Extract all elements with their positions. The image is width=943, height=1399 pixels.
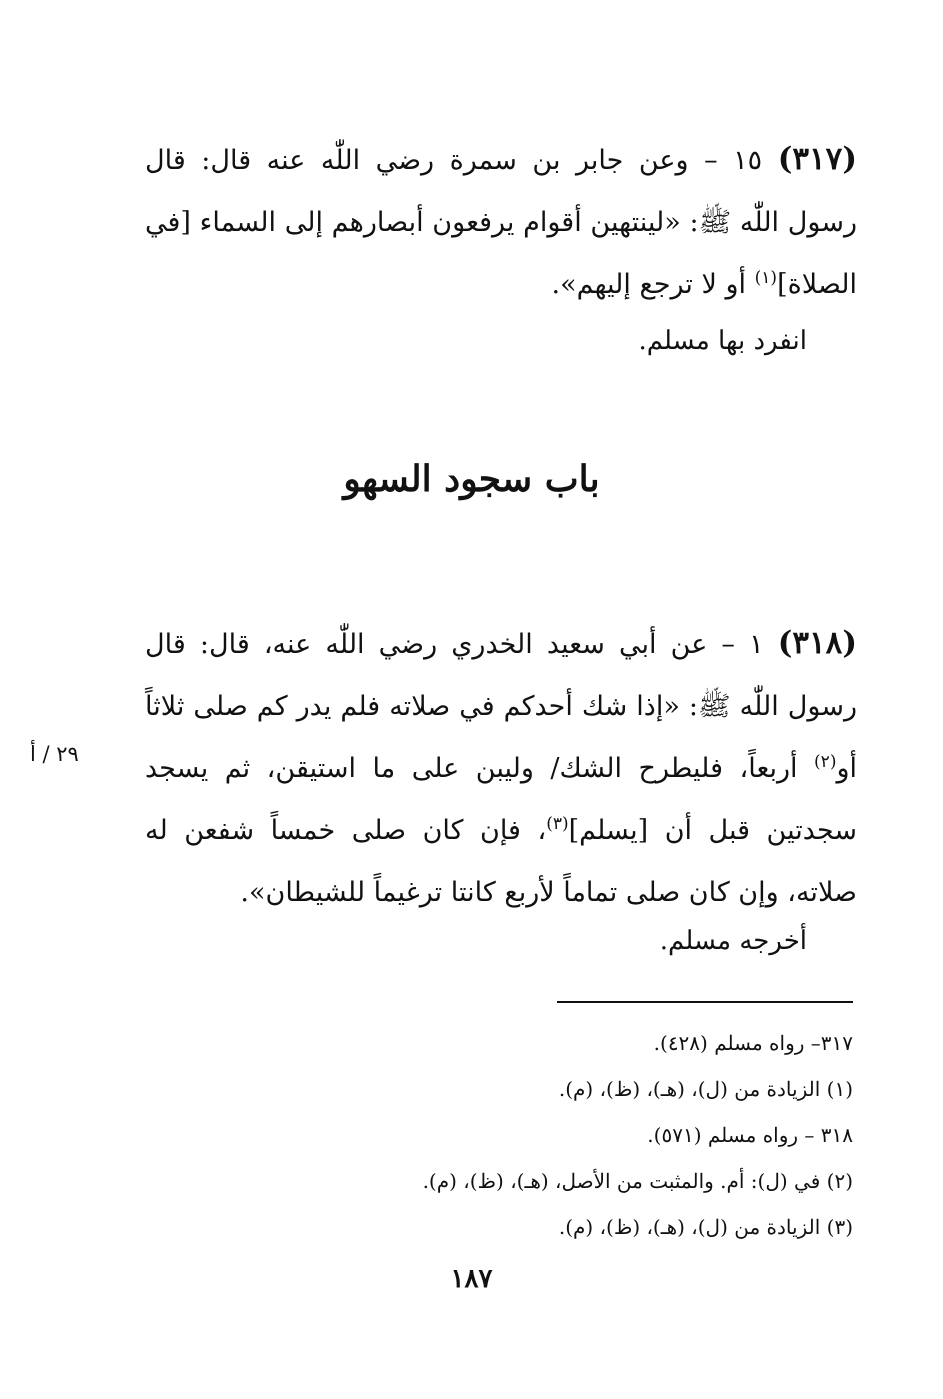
hadith-text: ١٥ – وعن جابر بن سمرة رضي اللّٰه عنه قال: قال رسول اللّٰه ﷺ: «لينتهين أقوام يرفعون أبصارهم إلى السماء [في الصلاة] <box>145 145 857 300</box>
hadith-318-text <box>145 612 857 924</box>
chapter-title: باب سجود السهو <box>343 458 600 500</box>
footnote: ٣١٧– رواه مسلم (٤٢٨). <box>653 1031 853 1055</box>
footnote: (١) الزيادة من (ل)، (هـ)، (ظ)، (م). <box>558 1077 853 1101</box>
hadith-318-source: أخرجه مسلم. <box>659 926 807 956</box>
hadith-number: (٣١٧) <box>777 141 857 177</box>
footnote-divider <box>557 1001 853 1003</box>
hadith-text: أو لا ترجع إليهم». <box>551 269 755 300</box>
hadith-317-text <box>145 128 857 316</box>
hadith-number: (٣١٨) <box>777 625 857 661</box>
footnote: ٣١٨ – رواه مسلم (٥٧١). <box>647 1123 853 1147</box>
hadith-317-source: انفرد بها مسلم. <box>638 326 807 356</box>
footnote-ref: (٢) <box>814 752 837 772</box>
footnotes <box>253 1020 853 1250</box>
hadith-text: ١ – عن أبي سعيد الخدري رضي اللّٰه عنه، قال: قال رسول اللّٰه ﷺ: «إذا شك أحدكم في صلاته فلم يدر كم صلى ثلاثاً أو <box>145 629 857 784</box>
footnote-ref: (١) <box>754 268 778 288</box>
hadith-317 <box>145 128 857 316</box>
manuscript-folio-marker: ٢٩ / أ <box>30 742 79 766</box>
footnote-ref: (٣) <box>546 814 569 834</box>
hadith-318 <box>145 612 857 924</box>
page-number: ١٨٧ <box>450 1264 493 1294</box>
hadith-text: أربعاً، فليطرح الشك/ وليبن على ما استيقن، ثم يسجد سجدتين قبل أن [يسلم] <box>145 753 857 846</box>
footnote: (٣) الزيادة من (ل)، (هـ)، (ظ)، (م). <box>558 1215 853 1239</box>
hadith-text: ، فإن كان صلى خمساً شفعن له صلاته، وإن كان صلى تماماً لأربع كانتا ترغيماً للشيطان». <box>145 815 857 908</box>
footnote: (٢) في (ل): أم. والمثبت من الأصل، (هـ)، (ظ)، (م). <box>422 1169 853 1193</box>
